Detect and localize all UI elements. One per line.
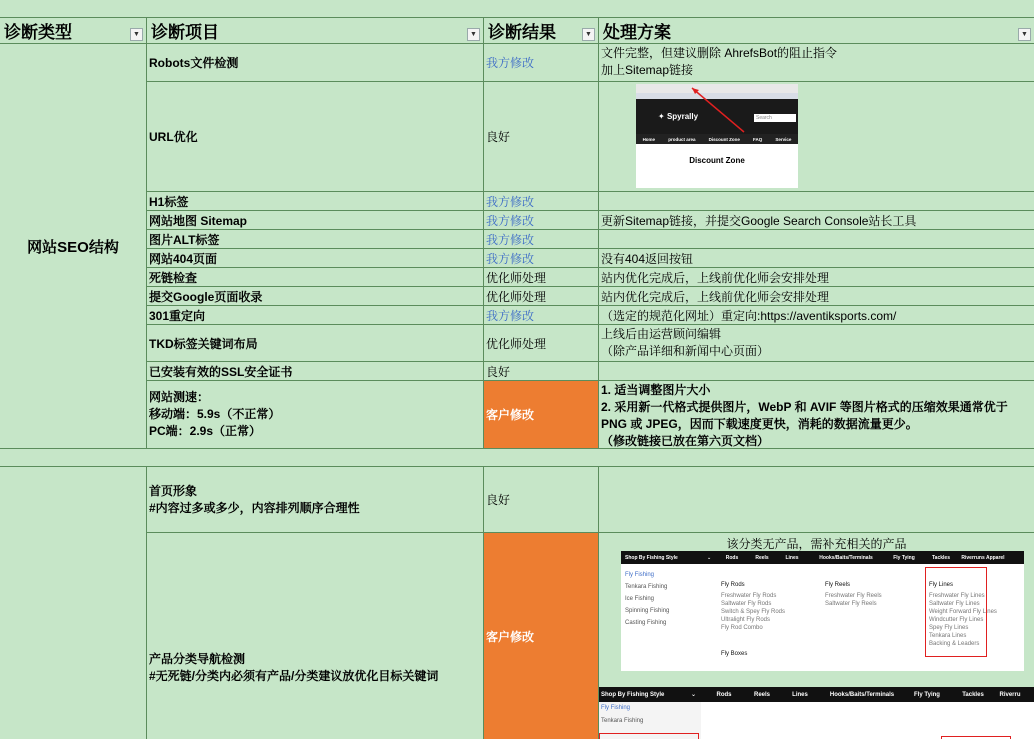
cell-result-h1[interactable] — [484, 192, 599, 211]
cell-item-google[interactable] — [147, 287, 484, 306]
filter-dropdown-icon[interactable]: ▼ — [467, 28, 480, 41]
result-label: 我方修改 — [486, 213, 535, 228]
item-label: URL优化 — [149, 130, 198, 144]
cell-plan-404[interactable]: 没有404返回按钮 — [599, 249, 1034, 268]
cell-plan-robots[interactable]: 文件完整，但建议删除 AhrefsBot的阻止指令 加上Sitemap链接 — [599, 44, 1034, 82]
cell-result-tkd[interactable] — [484, 325, 599, 362]
nav2-left-list: Fly Fishing Tenkara Fishing — [599, 702, 701, 739]
url-screenshot-image — [636, 84, 798, 188]
nav1-red-box — [925, 567, 987, 657]
header-result[interactable] — [484, 18, 599, 44]
filter-dropdown-icon[interactable]: ▼ — [582, 28, 595, 41]
cell-result-speed[interactable] — [484, 381, 599, 449]
cell-plan-google[interactable]: 站内优化完成后，上线前优化师会安排处理 — [599, 287, 1034, 306]
cell-item-sitemap[interactable] — [147, 211, 484, 230]
cell-plan-sitemap[interactable]: 更新Sitemap链接，并提交Google Search Console站长工具 — [599, 211, 1034, 230]
site-search-input: Search — [754, 114, 796, 122]
cell-item-301[interactable] — [147, 306, 484, 325]
result-label: 优化师处理 — [486, 289, 547, 304]
result-label: 优化师处理 — [486, 336, 547, 351]
item-label: 301重定向 — [149, 308, 206, 323]
group-2-type[interactable] — [0, 467, 147, 739]
item-label: Robots文件检测 — [149, 56, 239, 70]
item-label: H1标签 — [149, 194, 189, 209]
item-label: 图片ALT标签 — [149, 232, 220, 247]
group-seo-label: 网站SEO结构 — [27, 238, 119, 256]
cell-plan-ssl[interactable] — [599, 362, 1034, 381]
discount-zone-heading: Discount Zone — [689, 156, 745, 165]
item-label: 网站404页面 — [149, 251, 218, 266]
cell-plan-alt[interactable] — [599, 230, 1034, 249]
result-label: 良好 — [486, 130, 511, 144]
filter-dropdown-icon[interactable]: ▼ — [130, 28, 143, 41]
cell-result-alt[interactable] — [484, 230, 599, 249]
cell-item-h1[interactable] — [147, 192, 484, 211]
cell-result-robots[interactable] — [484, 44, 599, 82]
cell-item-deadlink[interactable] — [147, 268, 484, 287]
red-arrow-annotation — [636, 84, 798, 188]
cell-result-google[interactable] — [484, 287, 599, 306]
filter-dropdown-icon[interactable]: ▼ — [1018, 28, 1031, 41]
cell-item-url[interactable] — [147, 82, 484, 192]
header-item-label: 诊断项目 — [151, 23, 219, 42]
item-label: 提交Google页面收录 — [149, 289, 263, 304]
cell-item-home[interactable]: 首页形象 #内容过多或多少，内容排列顺序合理性 — [147, 467, 484, 533]
nav1-col3: Fly Lines Freshwater Fly Lines Saltwater Fly Lines Weight Forward Fly Lines Windcutter Fly Lines Spey Fly Lines Tenkara Lines Backing & Leaders — [929, 582, 997, 647]
nav-screenshot-2 — [599, 687, 1034, 739]
cell-result-url[interactable] — [484, 82, 599, 192]
item-label: TKD标签关键词布局 — [149, 336, 258, 351]
result-label: 我方修改 — [486, 56, 535, 70]
spyrally-logo: ✦ Spyrally — [658, 112, 699, 121]
cell-item-alt[interactable] — [147, 230, 484, 249]
cell-item-speed[interactable]: 网站测速： 移动端：5.9s（不正常） PC端：2.9s（正常） — [147, 381, 484, 449]
nav-caption: 该分类无产品，需补充相关的产品 — [726, 537, 907, 551]
result-label: 我方修改 — [486, 194, 535, 209]
cell-plan-deadlink[interactable]: 站内优化完成后，上线前优化师会安排处理 — [599, 268, 1034, 287]
cell-result-deadlink[interactable] — [484, 268, 599, 287]
group-seo-structure[interactable] — [0, 44, 147, 449]
nav2-top-bar: Shop By Fishing Style ⌄ Rods Reels Lines Hooks/Baits/Terminals Fly Tying Tackles Riverru — [599, 687, 1034, 702]
cell-item-robots[interactable] — [147, 44, 484, 82]
cell-result-ssl[interactable] — [484, 362, 599, 381]
cell-plan-speed[interactable]: 1. 适当调整图片大小 2. 采用新一代格式提供图片，WebP 和 AVIF 等图片格式的压缩效果通常优于 PNG 或 JPEG，因而下载速度更快，消耗的数据流量更少。 （修改链接已放在第六页文档） — [599, 381, 1034, 449]
result-label: 客户修改 — [486, 629, 535, 644]
cell-plan-nav[interactable] — [599, 533, 1034, 739]
cell-result-sitemap[interactable] — [484, 211, 599, 230]
cell-plan-h1[interactable] — [599, 192, 1034, 211]
cell-result-nav[interactable] — [484, 533, 599, 739]
result-label: 客户修改 — [486, 408, 535, 422]
result-label: 良好 — [486, 364, 511, 379]
result-label: 优化师处理 — [486, 270, 547, 285]
result-label: 我方修改 — [486, 251, 535, 266]
cell-result-home[interactable] — [484, 467, 599, 533]
site-menu-bar: Home product area Discount Zone FAQ Service — [636, 134, 798, 144]
cell-plan-tkd[interactable]: 上线后由运营顾问编辑 （除产品详细和新闻中心页面） — [599, 325, 1034, 362]
cell-item-404[interactable] — [147, 249, 484, 268]
header-plan[interactable] — [599, 18, 1034, 44]
nav1-top-bar: Shop By Fishing Style ⌄ Rods Reels Lines Hooks/Baits/Terminals Fly Tying Tackles Riverruns Apparel — [621, 551, 1024, 564]
header-result-label: 诊断结果 — [488, 23, 556, 42]
header-type-label: 诊断类型 — [4, 23, 72, 42]
result-label: 我方修改 — [486, 232, 535, 247]
nav1-col2: Fly Reels Freshwater Fly Reels Saltwater Fly Reels — [825, 582, 882, 607]
cell-result-404[interactable] — [484, 249, 599, 268]
nav1-fly-boxes: Fly Boxes — [721, 651, 748, 657]
cell-item-ssl[interactable] — [147, 362, 484, 381]
header-type[interactable] — [0, 18, 147, 44]
item-label: 网站地图 Sitemap — [149, 213, 248, 228]
blank-separator-row — [0, 449, 1034, 467]
result-label: 我方修改 — [486, 308, 535, 323]
nav1-left-list: Fly Fishing Tenkara Fishing Ice Fishing Spinning Fishing Casting Fishing — [625, 572, 670, 626]
header-plan-label: 处理方案 — [603, 23, 671, 42]
cell-item-tkd[interactable] — [147, 325, 484, 362]
nav2-red-box — [599, 733, 699, 739]
nav-screenshot-1 — [621, 551, 1024, 671]
cell-plan-301[interactable]: （选定的规范化网址）重定向:https://aventiksports.com/ — [599, 306, 1034, 325]
nav1-col1: Fly Rods Freshwater Fly Rods Saltwater Fly Rods Switch & Spey Fly Rods Ultralight Fly Rods Fly Rod Combo — [721, 582, 786, 631]
cell-plan-home[interactable] — [599, 467, 1034, 533]
result-label: 良好 — [486, 493, 511, 507]
cell-plan-url[interactable] — [599, 82, 1034, 192]
item-label: 已安装有效的SSL安全证书 — [149, 364, 293, 379]
blank-top-row — [0, 0, 1034, 18]
cell-item-nav[interactable]: 产品分类导航检测 #无死链/分类内必须有产品/分类建议放优化目标关键词 — [147, 533, 484, 739]
header-item[interactable] — [147, 18, 484, 44]
item-label: 死链检查 — [149, 270, 198, 285]
cell-result-301[interactable] — [484, 306, 599, 325]
